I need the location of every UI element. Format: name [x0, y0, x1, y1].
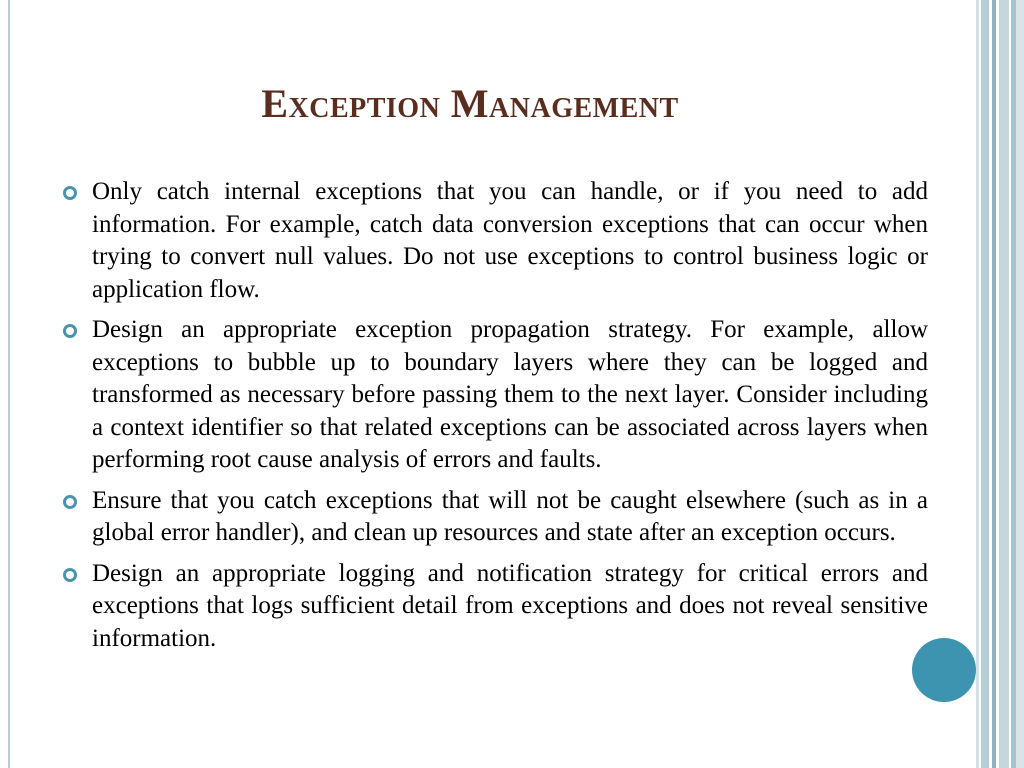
bullet-text: Only catch internal exceptions that you can handle, or if you need to add information. For example, catch data conversion exceptions that can occur when trying to convert null values. Do not use exceptions to control business logic or application flow.: [92, 178, 928, 303]
stripe: [981, 0, 989, 768]
stripe: [999, 0, 1009, 768]
ring-bullet-icon: [63, 495, 77, 509]
bullet-text: Ensure that you catch exceptions that will not be caught elsewhere (such as in a global error handler), and clean up resources and state after an exception occurs.: [92, 486, 928, 546]
bullet-item: [60, 485, 928, 550]
bullet-item: [60, 176, 928, 306]
bullet-text: Design an appropriate logging and notification strategy for critical errors and exceptions that logs sufficient detail from exceptions and does not reveal sensitive information.: [92, 559, 928, 652]
stripe: [1016, 0, 1024, 768]
ring-bullet-icon: [63, 324, 77, 338]
bullet-text: Design an appropriate exception propagation strategy. For example, allow exceptions to bubble up to boundary layers where they can be logged and transformed as necessary before passing them to the next layer. Consider including a context identifier so that related exceptions can be associated across layers when performing root cause analysis of errors and faults.: [92, 316, 928, 473]
bullet-item: [60, 314, 928, 477]
decorative-circle: [912, 638, 976, 702]
bullet-list: [60, 176, 928, 663]
right-decorative-stripes: [976, 0, 1024, 768]
slide-title: Exception Management: [261, 81, 679, 126]
bullet-item: [60, 558, 928, 656]
ring-bullet-icon: [63, 568, 77, 582]
ring-bullet-icon: [63, 186, 77, 200]
